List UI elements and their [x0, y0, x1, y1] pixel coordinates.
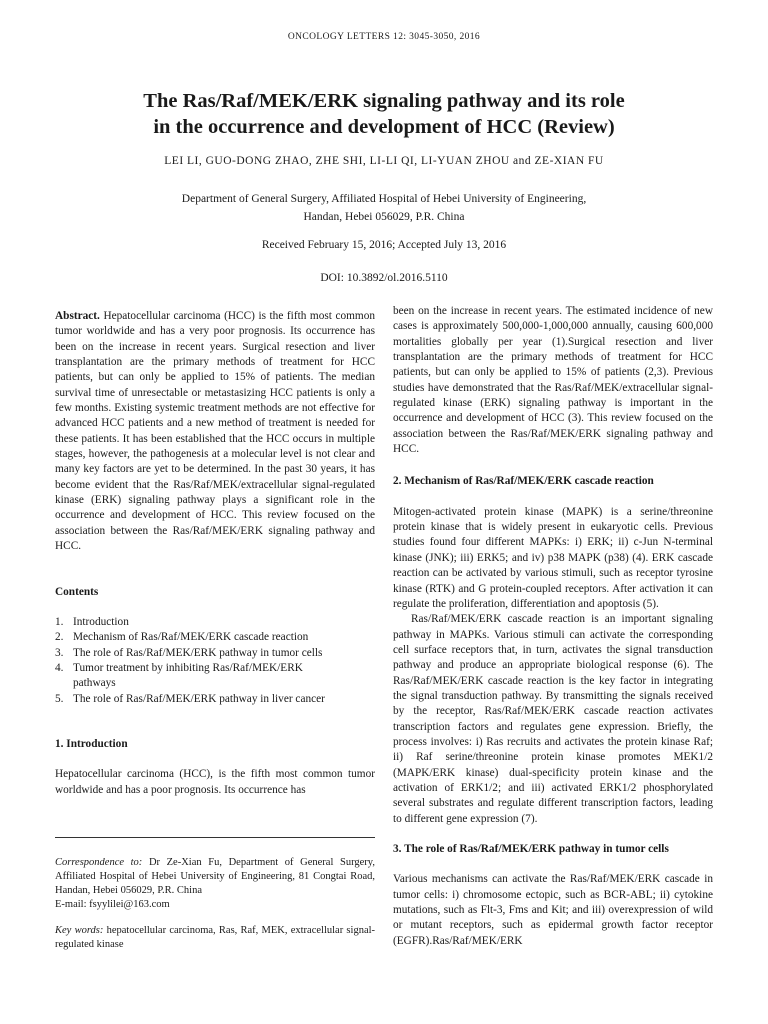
contents-list: [55, 615, 375, 707]
right-column: [393, 304, 713, 949]
article-title: [60, 88, 708, 140]
correspondence-email[interactable]: E-mail: fsyylilei@163.com: [55, 899, 170, 910]
correspondence-label: Correspondence to:: [55, 857, 143, 868]
doi[interactable]: DOI: 10.3892/ol.2016.5110: [320, 272, 448, 284]
section-2-paragraph-2: Ras/Raf/MEK/ERK cascade reaction is an important signaling pathway in MAPKs. Various stimuli can activate the corresponding cell surface receptors that, in turn, activates the signal transduction pathway and produce an appropriate biological response (6). The Ras/Raf/MEK/ERK cascade reaction is the key factor in integrating the signal transduction pathway. By transmitting the signals received by the receptor, Ras/Raf/MEK/ERK cascade reaction activates transcription factors and regulates gene expression. Briefly, the process involves: i) Ras recruits and activates the protein kinase Raf; ii) Raf serine/threonine protein kinase promotes MEK1/2 (MAPK/ERK kinase) dual-specificity protein kinase and the activation of ERK1/2; and iii) activated ERK1/2 phosphorylated several substrates and regulate different transcription factors, leading to different gene expression (7).: [393, 613, 713, 825]
left-column: [55, 309, 375, 798]
contents-item[interactable]: 5. The role of Ras/Raf/MEK/ERK pathway in liver cancer: [55, 692, 325, 705]
section-2-paragraph-1: Mitogen-activated protein kinase (MAPK) is a serine/threonine protein kinase that is widely present in eukaryotic cells. Previous studies found four different MAPKs: i) ERK; ii) c-Jun N-terminal kinase (JNK); iii) ERK5; and iv) p38 MAPK (p38) (4). ERK cascade reaction can be activated by various stimuli, such as receptor tyrosine kinase (RTK) and G protein-coupled receptors. After activation it can regulate the proliferation, differentiation and apoptosis (5).: [393, 505, 713, 610]
introduction-heading: 1. Introduction: [55, 737, 128, 750]
author-list: LEI LI, GUO-DONG ZHAO, ZHE SHI, LI-LI QI, LI-YUAN ZHOU and ZE-XIAN FU: [164, 155, 604, 167]
correspondence-text: Dr Ze-Xian Fu, Department of General Surgery, Affiliated Hospital of Hebei University of Engineering, 81 Congtai Road, Handan, Hebei 056029, P.R. China: [55, 857, 375, 896]
affiliation-line-1: Department of General Surgery, Affiliated Hospital of Hebei University of Engineering,: [181, 193, 587, 205]
contents-item[interactable]: 2. Mechanism of Ras/Raf/MEK/ERK cascade reaction: [55, 631, 309, 644]
contents-item[interactable]: 1. Introduction: [55, 615, 129, 628]
keywords-text: hepatocellular carcinoma, Ras, Raf, MEK, extracellular signal-regulated kinase: [55, 925, 376, 950]
affiliation: [100, 190, 668, 226]
affiliation-line-2: Handan, Hebei 056029, P.R. China: [303, 211, 465, 223]
abstract-text: Hepatocellular carcinoma (HCC) is the fifth most common tumor worldwide and has a very poor prognosis. Its occurrence has been on the increase in recent years. Surgical resection and liver transplantation are the primary methods of treatment for HCC patients, but can only be applied to 15% of patients. The median survival time of unresectable or metastasizing HCC patients is only a few months. Existing systemic treatment methods are not effective for advanced HCC patients and a new method of treatment is needed for these patients. It has been established that the HCC occurs in multiple stages, however, the pathogenesis at a molecular level is not clear and many key factors are yet to be determined. In the past 30 years, it has become evident that the Ras/Raf/MEK/extracellular signal-regulated kinase (ERK) signaling pathway plays a significant role in the occurrence and development of HCC. This review focused on the association between the Ras/Raf/MEK/ERK signaling pathway and HCC.: [55, 310, 376, 553]
section-3-paragraph-1: Various mechanisms can activate the Ras/Raf/MEK/ERK cascade in tumor cells: i) chromosome ectopic, such as BCR-ABL; ii) cytokine mutations, such as Flt-3, Fms and Kit; and iii) overexpression of wild or mutant receptors, such as epidermal growth factor receptor (EGFR).Ras/Raf/MEK/ERK: [393, 873, 713, 947]
contents-heading: Contents: [55, 585, 99, 598]
contents-item[interactable]: 4. Tumor treatment by inhibiting Ras/Raf/MEK/ERK pathways: [55, 661, 303, 690]
journal-header: ONCOLOGY LETTERS 12: 3045-3050, 2016: [287, 32, 481, 42]
title-line-1: The Ras/Raf/MEK/ERK signaling pathway and its role: [143, 90, 625, 112]
section-2-heading: 2. Mechanism of Ras/Raf/MEK/ERK cascade reaction: [393, 475, 654, 488]
keywords-note: [55, 924, 375, 952]
section-3-heading: 3. The role of Ras/Raf/MEK/ERK pathway in tumor cells: [393, 843, 669, 855]
keywords-label: Key words:: [55, 925, 104, 936]
introduction-continued: been on the increase in recent years. The estimated incidence of new cases is approximately 500,000-1,000,000 annually, causing 600,000 mortalities globally per year (1).Surgical resection and liver transplantation are the primary methods of treatment for HCC patients, but can only be applied to 15% of patients (2,3). Previous studies have demonstrated that the Ras/Raf/MEK/extracellular signal-regulated kinase (ERK) signaling pathway is important in the occurrence and development of HCC (3). This review focused on the association between the Ras/Raf/MEK/ERK signaling pathway and HCC.: [393, 305, 713, 456]
abstract-label: Abstract.: [55, 310, 100, 322]
title-line-2: in the occurrence and development of HCC (Review): [153, 116, 615, 138]
footnote-divider: [55, 837, 375, 838]
correspondence-note: [55, 856, 375, 912]
abstract: [55, 309, 375, 555]
received-accepted-dates: Received February 15, 2016; Accepted July 13, 2016: [261, 239, 507, 251]
contents-item[interactable]: 3. The role of Ras/Raf/MEK/ERK pathway in tumor cells: [55, 646, 323, 659]
introduction-text: Hepatocellular carcinoma (HCC), is the fifth most common tumor worldwide and has a poor prognosis. Its occurrence has: [55, 768, 375, 796]
